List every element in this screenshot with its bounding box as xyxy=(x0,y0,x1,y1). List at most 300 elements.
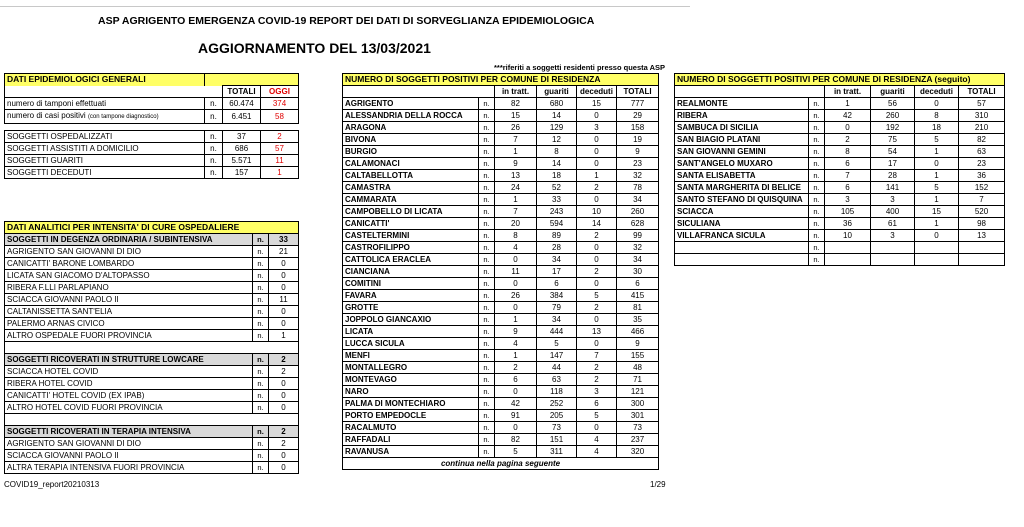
guariti-value xyxy=(871,242,915,254)
in-tratt-value: 7 xyxy=(495,134,537,146)
deceduti-value: 0 xyxy=(577,158,617,170)
deceduti-value: 0 xyxy=(577,146,617,158)
deceduti-value: 1 xyxy=(915,194,959,206)
comune-name: CALTABELLOTTA xyxy=(343,170,479,182)
comune-name: SAMBUCA DI SICILIA xyxy=(675,122,809,134)
comuni-seguito-rows xyxy=(675,98,1005,266)
table-row xyxy=(675,134,1005,146)
deceduti-value: 0 xyxy=(577,242,617,254)
table-row: AGRIGENTO SAN GIOVANNI DI DIO n. 21 xyxy=(5,246,299,258)
continua-note: continua nella pagina seguente xyxy=(343,458,659,470)
comuni-rows xyxy=(343,98,659,458)
comune-name: SANTO STEFANO DI QUISQUINA xyxy=(675,194,809,206)
table-row xyxy=(343,446,659,458)
comune-name: MENFI xyxy=(343,350,479,362)
table-row xyxy=(343,422,659,434)
totali-value: 63 xyxy=(959,146,1005,158)
table-row xyxy=(675,146,1005,158)
table-row xyxy=(675,158,1005,170)
comune-name: NARO xyxy=(343,386,479,398)
in-tratt-value: 6 xyxy=(825,158,871,170)
guariti-value: 63 xyxy=(537,374,577,386)
in-tratt-value: 26 xyxy=(495,290,537,302)
guariti-value: 243 xyxy=(537,206,577,218)
in-tratt-value: 20 xyxy=(495,218,537,230)
table-row xyxy=(343,254,659,266)
deceduti-value: 4 xyxy=(577,434,617,446)
table-row xyxy=(343,410,659,422)
totali-value: 23 xyxy=(617,158,659,170)
in-tratt-value: 1 xyxy=(495,314,537,326)
table-row xyxy=(343,434,659,446)
table-row: PALERMO ARNAS CIVICO n. 0 xyxy=(5,318,299,330)
table-row: numero di casi positivi (con tampone diagnostico) n. 6.451 58 xyxy=(5,110,299,124)
totali-value xyxy=(959,254,1005,266)
guariti-value: 61 xyxy=(871,218,915,230)
table-row xyxy=(675,242,1005,254)
table-row xyxy=(343,98,659,110)
comune-name: SANT'ANGELO MUXARO xyxy=(675,158,809,170)
deceduti-value: 2 xyxy=(577,182,617,194)
n-label: n. xyxy=(809,146,825,158)
guariti-value: 56 xyxy=(871,98,915,110)
table-row xyxy=(343,134,659,146)
table-row xyxy=(675,194,1005,206)
deceduti-value: 1 xyxy=(915,170,959,182)
comune-name: PORTO EMPEDOCLE xyxy=(343,410,479,422)
totali-value: 78 xyxy=(617,182,659,194)
residents-note: ***riferiti a soggetti residenti presso questa ASP xyxy=(494,63,666,72)
table-row xyxy=(343,350,659,362)
table-row xyxy=(343,302,659,314)
in-tratt-value: 0 xyxy=(495,386,537,398)
table-row xyxy=(675,182,1005,194)
comune-name: SCIACCA xyxy=(675,206,809,218)
totali-value: 29 xyxy=(617,110,659,122)
table-row: LICATA SAN GIACOMO D'ALTOPASSO n. 0 xyxy=(5,270,299,282)
comune-name: RAVANUSA xyxy=(343,446,479,458)
totali-value: 777 xyxy=(617,98,659,110)
n-label: n. xyxy=(479,242,495,254)
table-row xyxy=(675,110,1005,122)
in-tratt-value: 0 xyxy=(495,254,537,266)
guariti-value: 205 xyxy=(537,410,577,422)
in-tratt-value: 26 xyxy=(495,122,537,134)
guariti-value: 192 xyxy=(871,122,915,134)
comune-name: PALMA DI MONTECHIARO xyxy=(343,398,479,410)
deceduti-value: 0 xyxy=(577,134,617,146)
totali-value: 34 xyxy=(617,254,659,266)
in-tratt-value: 4 xyxy=(495,338,537,350)
totali-value: 310 xyxy=(959,110,1005,122)
n-label: n. xyxy=(809,134,825,146)
deceduti-value: 5 xyxy=(915,134,959,146)
table-row: ALTRO OSPEDALE FUORI PROVINCIA n. 1 xyxy=(5,330,299,342)
n-label: n. xyxy=(479,122,495,134)
n-label: n. xyxy=(479,206,495,218)
table-row: SOGGETTI GUARITI n. 5.571 11 xyxy=(5,155,299,167)
in-tratt-value xyxy=(825,242,871,254)
comune-name: ALESSANDRIA DELLA ROCCA xyxy=(343,110,479,122)
group-row: SOGGETTI RICOVERATI IN TERAPIA INTENSIVA n. 2 xyxy=(5,426,299,438)
comune-name: CANICATTI' xyxy=(343,218,479,230)
comune-name: ARAGONA xyxy=(343,122,479,134)
totali-value: 23 xyxy=(959,158,1005,170)
guariti-value: 594 xyxy=(537,218,577,230)
table-row xyxy=(343,314,659,326)
table-row: CANICATTI' BARONE LOMBARDO n. 0 xyxy=(5,258,299,270)
n-label: n. xyxy=(479,446,495,458)
guariti-value: 400 xyxy=(871,206,915,218)
table-row xyxy=(343,386,659,398)
comune-name: VILLAFRANCA SICULA xyxy=(675,230,809,242)
in-tratt-value: 0 xyxy=(495,422,537,434)
totali-value: 32 xyxy=(617,242,659,254)
n-label: n. xyxy=(809,170,825,182)
n-label: n. xyxy=(479,338,495,350)
n-label: n. xyxy=(479,362,495,374)
comune-name: BIVONA xyxy=(343,134,479,146)
n-label: n. xyxy=(479,218,495,230)
totali-value: 9 xyxy=(617,338,659,350)
comuni-seguito-table: NUMERO DI SOGGETTI POSITIVI PER COMUNE DI RESIDENZA (seguito) in tratt. guariti deceduti TOTALI REALMONTE n. 1 56 0 57 RIBERA n. 42 260 8 310 SAMBUCA DI SICILIA n. 0 192 18 210 SAN BIAGIO PLATANI n. 2 75 5 82 SAN GIOVANNI GEMINI n. 8 54 1 63 SANT'ANGELO MUXARO n. 6 17 0 23 SANTA ELISABETTA n. 7 28 1 36 SANTA MARGHERITA DI BELICE n. 6 141 5 152 SANTO STEFANO DI QUISQUINA n. 3 3 1 7 SCIACCA n. 105 400 15 520 SICULIANA n. 36 61 1 98 VILLAFRANCA SICULA n. 10 3 0 13 n. n. xyxy=(674,73,1005,266)
col-in-tratt: in tratt. xyxy=(495,86,537,98)
table-row xyxy=(343,158,659,170)
deceduti-value: 1 xyxy=(915,146,959,158)
n-label: n. xyxy=(479,254,495,266)
in-tratt-value: 24 xyxy=(495,182,537,194)
n-label: n. xyxy=(479,290,495,302)
in-tratt-value: 0 xyxy=(495,278,537,290)
guariti-value: 52 xyxy=(537,182,577,194)
totali-value: 320 xyxy=(617,446,659,458)
totali-value: 415 xyxy=(617,290,659,302)
table-row: ALTRA TERAPIA INTENSIVA FUORI PROVINCIA n. 0 xyxy=(5,462,299,474)
n-label: n. xyxy=(809,110,825,122)
comune-name: CIANCIANA xyxy=(343,266,479,278)
guariti-value: 680 xyxy=(537,98,577,110)
guariti-value: 33 xyxy=(537,194,577,206)
in-tratt-value: 1 xyxy=(825,98,871,110)
in-tratt-value: 3 xyxy=(825,194,871,206)
guariti-value: 311 xyxy=(537,446,577,458)
table-row xyxy=(343,278,659,290)
totali-value: 210 xyxy=(959,122,1005,134)
deceduti-value: 0 xyxy=(577,194,617,206)
deceduti-value: 0 xyxy=(577,278,617,290)
n-label: n. xyxy=(479,266,495,278)
in-tratt-value: 9 xyxy=(495,326,537,338)
in-tratt-value: 10 xyxy=(825,230,871,242)
table-row: SOGGETTI ASSISTITI A DOMICILIO n. 686 57 xyxy=(5,143,299,155)
comune-name xyxy=(675,242,809,254)
deceduti-value: 1 xyxy=(577,170,617,182)
in-tratt-value: 15 xyxy=(495,110,537,122)
general-title: DATI EPIDEMIOLOGICI GENERALI xyxy=(5,74,205,86)
totali-value xyxy=(959,242,1005,254)
guariti-value: 34 xyxy=(537,314,577,326)
deceduti-value: 7 xyxy=(577,350,617,362)
guariti-value: 34 xyxy=(537,254,577,266)
in-tratt-value: 9 xyxy=(495,158,537,170)
comune-name: CALAMONACI xyxy=(343,158,479,170)
totali-value: 9 xyxy=(617,146,659,158)
in-tratt-value: 11 xyxy=(495,266,537,278)
deceduti-value: 6 xyxy=(577,398,617,410)
deceduti-value xyxy=(915,242,959,254)
n-label: n. xyxy=(479,170,495,182)
table-row xyxy=(343,362,659,374)
deceduti-value: 2 xyxy=(577,266,617,278)
guariti-value: 147 xyxy=(537,350,577,362)
comuni-table xyxy=(342,73,659,470)
table-row xyxy=(675,254,1005,266)
deceduti-value: 0 xyxy=(577,110,617,122)
deceduti-value: 0 xyxy=(915,98,959,110)
totali-value: 71 xyxy=(617,374,659,386)
table-row xyxy=(675,230,1005,242)
n-label: n. xyxy=(809,230,825,242)
comune-name: BURGIO xyxy=(343,146,479,158)
deceduti-value: 5 xyxy=(577,410,617,422)
comune-name: SANTA MARGHERITA DI BELICE xyxy=(675,182,809,194)
guariti-value: 3 xyxy=(871,230,915,242)
guariti-value: 5 xyxy=(537,338,577,350)
guariti-value: 141 xyxy=(871,182,915,194)
comune-name: REALMONTE xyxy=(675,98,809,110)
guariti-value: 28 xyxy=(871,170,915,182)
n-label: n. xyxy=(479,374,495,386)
comune-name: SICULIANA xyxy=(675,218,809,230)
totali-value: 13 xyxy=(959,230,1005,242)
in-tratt-value: 1 xyxy=(495,146,537,158)
comune-name: COMITINI xyxy=(343,278,479,290)
totali-value: 82 xyxy=(959,134,1005,146)
in-tratt-value: 8 xyxy=(825,146,871,158)
n-label: n. xyxy=(479,146,495,158)
deceduti-value xyxy=(915,254,959,266)
col-deceduti: deceduti xyxy=(577,86,617,98)
totali-value: 34 xyxy=(617,194,659,206)
guariti-value: 75 xyxy=(871,134,915,146)
totali-value: 81 xyxy=(617,302,659,314)
n-label: n. xyxy=(479,326,495,338)
comune-name: SAN GIOVANNI GEMINI xyxy=(675,146,809,158)
table-row: AGRIGENTO SAN GIOVANNI DI DIO n. 2 xyxy=(5,438,299,450)
totali-value: 628 xyxy=(617,218,659,230)
in-tratt-value: 7 xyxy=(495,206,537,218)
guariti-value: 129 xyxy=(537,122,577,134)
table-row xyxy=(343,170,659,182)
guariti-value: 444 xyxy=(537,326,577,338)
guariti-value: 54 xyxy=(871,146,915,158)
comune-name: SAN BIAGIO PLATANI xyxy=(675,134,809,146)
in-tratt-value: 42 xyxy=(825,110,871,122)
n-label: n. xyxy=(479,314,495,326)
comune-name: CATTOLICA ERACLEA xyxy=(343,254,479,266)
comune-name: AGRIGENTO xyxy=(343,98,479,110)
group-row: SOGGETTI IN DEGENZA ORDINARIA / SUBINTENSIVA n. 33 xyxy=(5,234,299,246)
table-row: SOGGETTI DECEDUTI n. 157 1 xyxy=(5,167,299,179)
n-label: n. xyxy=(479,410,495,422)
comune-name: JOPPOLO GIANCAXIO xyxy=(343,314,479,326)
report-filename: COVID19_report20210313 xyxy=(4,480,100,489)
table-row: SCIACCA GIOVANNI PAOLO II n. 11 xyxy=(5,294,299,306)
in-tratt-value: 0 xyxy=(495,302,537,314)
table-row: SCIACCA GIOVANNI PAOLO II n. 0 xyxy=(5,450,299,462)
update-date: AGGIORNAMENTO DEL 13/03/2021 xyxy=(198,40,431,56)
report-title: ASP AGRIGENTO EMERGENZA COVID-19 REPORT DEI DATI DI SORVEGLIANZA EPIDEMIOLOGICA xyxy=(98,15,595,27)
in-tratt-value: 82 xyxy=(495,434,537,446)
in-tratt-value: 13 xyxy=(495,170,537,182)
table-row: RIBERA F.LLI PARLAPIANO n. 0 xyxy=(5,282,299,294)
n-label: n. xyxy=(809,242,825,254)
n-label: n. xyxy=(809,182,825,194)
totali-value: 98 xyxy=(959,218,1005,230)
guariti-value: 44 xyxy=(537,362,577,374)
deceduti-value: 1 xyxy=(915,218,959,230)
comune-name: RIBERA xyxy=(675,110,809,122)
in-tratt-value: 6 xyxy=(825,182,871,194)
totali-value: 301 xyxy=(617,410,659,422)
totali-value: 466 xyxy=(617,326,659,338)
deceduti-value: 8 xyxy=(915,110,959,122)
table-row xyxy=(343,398,659,410)
deceduti-value: 4 xyxy=(577,446,617,458)
col-totali: TOTALI xyxy=(617,86,659,98)
guariti-value: 14 xyxy=(537,158,577,170)
table-row: RIBERA HOTEL COVID n. 0 xyxy=(5,378,299,390)
guariti-value: 89 xyxy=(537,230,577,242)
deceduti-value: 2 xyxy=(577,302,617,314)
n-label: n. xyxy=(479,422,495,434)
n-label: n. xyxy=(479,386,495,398)
n-label: n. xyxy=(809,218,825,230)
guariti-value: 260 xyxy=(871,110,915,122)
table-row xyxy=(343,146,659,158)
deceduti-value: 0 xyxy=(577,254,617,266)
table-row xyxy=(675,170,1005,182)
in-tratt-value: 6 xyxy=(495,374,537,386)
n-label: n. xyxy=(809,254,825,266)
n-label: n. xyxy=(479,302,495,314)
table-row xyxy=(675,122,1005,134)
deceduti-value: 0 xyxy=(577,422,617,434)
in-tratt-value: 36 xyxy=(825,218,871,230)
n-label: n. xyxy=(479,134,495,146)
table-row xyxy=(343,326,659,338)
comune-name: RAFFADALI xyxy=(343,434,479,446)
in-tratt-value: 42 xyxy=(495,398,537,410)
guariti-value: 8 xyxy=(537,146,577,158)
in-tratt-value: 1 xyxy=(495,194,537,206)
n-label: n. xyxy=(479,98,495,110)
comuni-seguito-title: NUMERO DI SOGGETTI POSITIVI PER COMUNE DI RESIDENZA (seguito) xyxy=(675,74,1005,86)
n-label: n. xyxy=(479,110,495,122)
in-tratt-value: 2 xyxy=(825,134,871,146)
totali-value: 237 xyxy=(617,434,659,446)
deceduti-value: 18 xyxy=(915,122,959,134)
n-label: n. xyxy=(809,206,825,218)
in-tratt-value: 8 xyxy=(495,230,537,242)
totali-value: 520 xyxy=(959,206,1005,218)
in-tratt-value: 91 xyxy=(495,410,537,422)
table-row xyxy=(343,218,659,230)
n-label: n. xyxy=(479,278,495,290)
table-row xyxy=(343,230,659,242)
deceduti-value: 2 xyxy=(577,374,617,386)
deceduti-value: 2 xyxy=(577,362,617,374)
n-label: n. xyxy=(479,158,495,170)
table-row: SCIACCA HOTEL COVID n. 2 xyxy=(5,366,299,378)
guariti-value: 28 xyxy=(537,242,577,254)
n-label: n. xyxy=(479,230,495,242)
deceduti-value: 2 xyxy=(577,230,617,242)
totali-value: 99 xyxy=(617,230,659,242)
in-tratt-value: 82 xyxy=(495,98,537,110)
totali-value: 30 xyxy=(617,266,659,278)
n-label: n. xyxy=(809,98,825,110)
hospital-data-table xyxy=(4,221,299,474)
comune-name: CASTELTERMINI xyxy=(343,230,479,242)
totali-value: 48 xyxy=(617,362,659,374)
guariti-value: 17 xyxy=(871,158,915,170)
table-row xyxy=(675,98,1005,110)
in-tratt-value: 0 xyxy=(825,122,871,134)
comune-name: LICATA xyxy=(343,326,479,338)
general-data-table xyxy=(4,73,299,179)
totali-value: 158 xyxy=(617,122,659,134)
table-row xyxy=(343,110,659,122)
deceduti-value: 13 xyxy=(577,326,617,338)
totali-value: 73 xyxy=(617,422,659,434)
totali-value: 35 xyxy=(617,314,659,326)
in-tratt-value: 1 xyxy=(495,350,537,362)
comune-name: FAVARA xyxy=(343,290,479,302)
totali-value: 300 xyxy=(617,398,659,410)
guariti-value xyxy=(871,254,915,266)
in-tratt-value xyxy=(825,254,871,266)
table-row: CALTANISSETTA SANT'ELIA n. 0 xyxy=(5,306,299,318)
top-rule xyxy=(0,6,690,7)
col-oggi: OGGI xyxy=(261,86,299,98)
deceduti-value: 0 xyxy=(577,314,617,326)
table-row xyxy=(343,242,659,254)
table-row xyxy=(343,374,659,386)
deceduti-value: 5 xyxy=(915,182,959,194)
deceduti-value: 15 xyxy=(577,98,617,110)
deceduti-value: 3 xyxy=(577,122,617,134)
guariti-value: 79 xyxy=(537,302,577,314)
n-label: n. xyxy=(479,434,495,446)
comune-name: GROTTE xyxy=(343,302,479,314)
table-row: CANICATTI' HOTEL COVID (EX IPAB) n. 0 xyxy=(5,390,299,402)
group-row: SOGGETTI RICOVERATI IN STRUTTURE LOWCARE n. 2 xyxy=(5,354,299,366)
in-tratt-value: 4 xyxy=(495,242,537,254)
deceduti-value: 0 xyxy=(577,338,617,350)
col-guariti: guariti xyxy=(537,86,577,98)
deceduti-value: 14 xyxy=(577,218,617,230)
n-label: n. xyxy=(809,194,825,206)
totali-value: 260 xyxy=(617,206,659,218)
table-row xyxy=(343,290,659,302)
table-row xyxy=(343,338,659,350)
table-row xyxy=(343,182,659,194)
n-label: n. xyxy=(479,398,495,410)
totali-value: 32 xyxy=(617,170,659,182)
totali-value: 57 xyxy=(959,98,1005,110)
deceduti-value: 0 xyxy=(915,230,959,242)
